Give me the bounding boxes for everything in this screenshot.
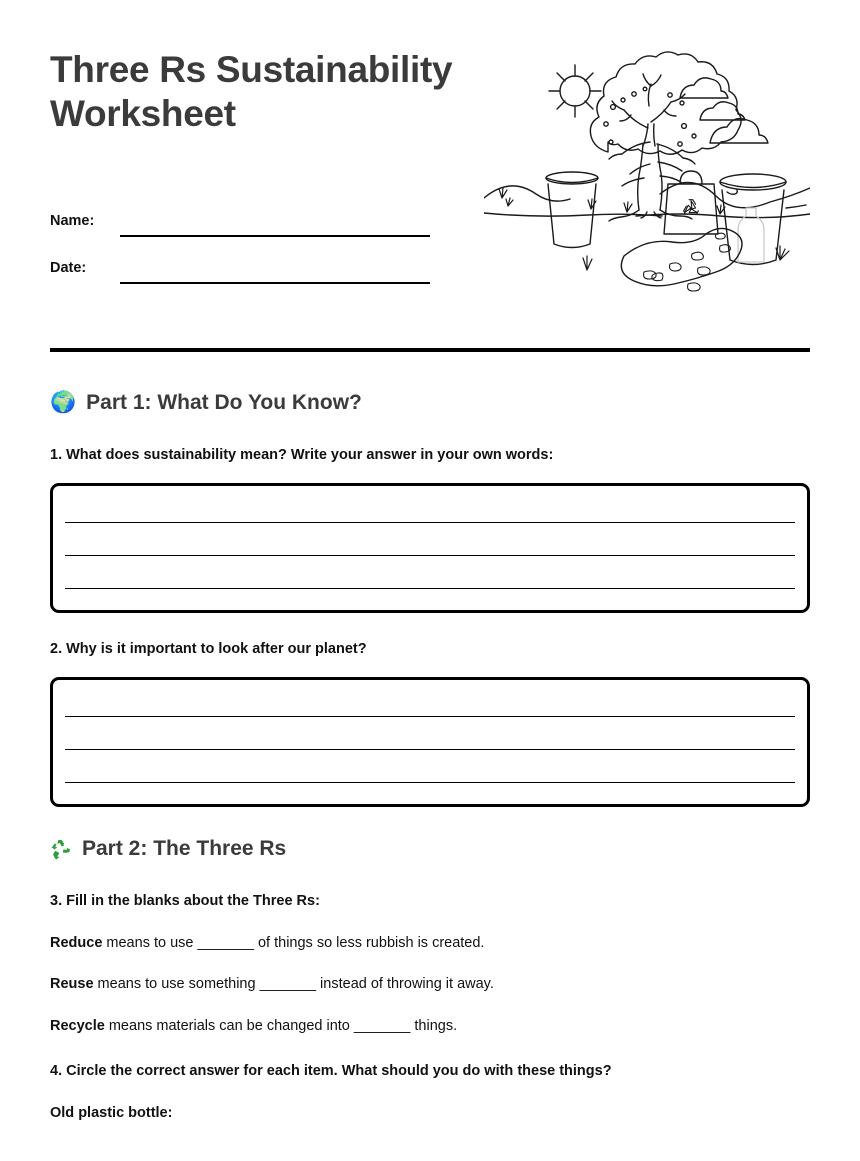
header-divider	[50, 348, 810, 352]
hills	[484, 182, 810, 207]
three-rs-statement-reduce	[50, 934, 484, 953]
three-rs-statement-reuse	[50, 975, 494, 994]
recycling-bag-icon	[664, 171, 718, 234]
name-field-row	[50, 212, 430, 230]
term-reduce: Reduce	[50, 935, 103, 951]
section-heading-part1-label: Part 1: What Do You Know?	[86, 391, 362, 414]
answer-box-question-1[interactable]	[50, 483, 810, 613]
cloud-icon	[700, 102, 745, 120]
write-line[interactable]	[65, 782, 795, 783]
statement-before: means to use something	[93, 976, 260, 992]
write-line[interactable]	[65, 588, 795, 589]
write-line[interactable]	[65, 555, 795, 556]
statement-after: of things so less rubbish is created.	[253, 935, 485, 951]
ground-line	[484, 213, 810, 218]
litter-patch	[621, 228, 742, 291]
item-old-plastic-bottle: Old plastic bottle:	[50, 1105, 173, 1121]
write-line[interactable]	[65, 522, 795, 523]
name-input-line[interactable]	[120, 235, 430, 237]
term-reuse: Reuse	[50, 976, 94, 992]
cloud-icon	[710, 119, 768, 143]
statement-before: means to use	[102, 935, 198, 951]
grass-tuft	[499, 188, 513, 206]
section-heading-part2	[50, 836, 286, 862]
answer-box-question-2[interactable]	[50, 677, 810, 807]
grass-tuft	[624, 202, 632, 212]
date-label: Date:	[50, 260, 87, 276]
globe-icon: 🌍	[50, 391, 77, 414]
bin-icon	[720, 174, 806, 265]
sustainability-illustration	[484, 2, 810, 302]
write-line[interactable]	[65, 716, 795, 717]
question-1: 1. What does sustainability mean? Write your answer in your own words:	[50, 447, 554, 463]
statement-after: things.	[410, 1018, 458, 1034]
three-rs-statement-recycle	[50, 1017, 457, 1036]
cloud-icon	[680, 78, 728, 98]
section-heading-part1	[50, 390, 362, 416]
name-label: Name:	[50, 213, 95, 229]
question-4: 4. Circle the correct answer for each item. What should you do with these things?	[50, 1063, 612, 1079]
statement-before: means materials can be changed into	[104, 1018, 354, 1034]
question-3: 3. Fill in the blanks about the Three Rs:	[50, 893, 320, 909]
write-line[interactable]	[65, 749, 795, 750]
term-recycle: Recycle	[50, 1018, 105, 1034]
blank[interactable]: _______	[353, 1018, 411, 1034]
bin-icon	[546, 172, 598, 248]
date-input-line[interactable]	[120, 282, 430, 284]
section-heading-part2-label: Part 2: The Three Rs	[82, 837, 287, 860]
date-field-row	[50, 259, 430, 277]
blank[interactable]: _______	[259, 976, 317, 992]
statement-after: instead of throwing it away.	[316, 976, 494, 992]
blank[interactable]: _______	[197, 935, 254, 951]
recycling-icon	[50, 838, 72, 860]
tree-icon	[590, 52, 741, 221]
grass-tuft	[583, 256, 592, 270]
question-2: 2. Why is it important to look after our planet?	[50, 641, 367, 657]
sun-icon	[549, 65, 601, 117]
page-title: Three Rs Sustainability Worksheet	[50, 49, 453, 134]
